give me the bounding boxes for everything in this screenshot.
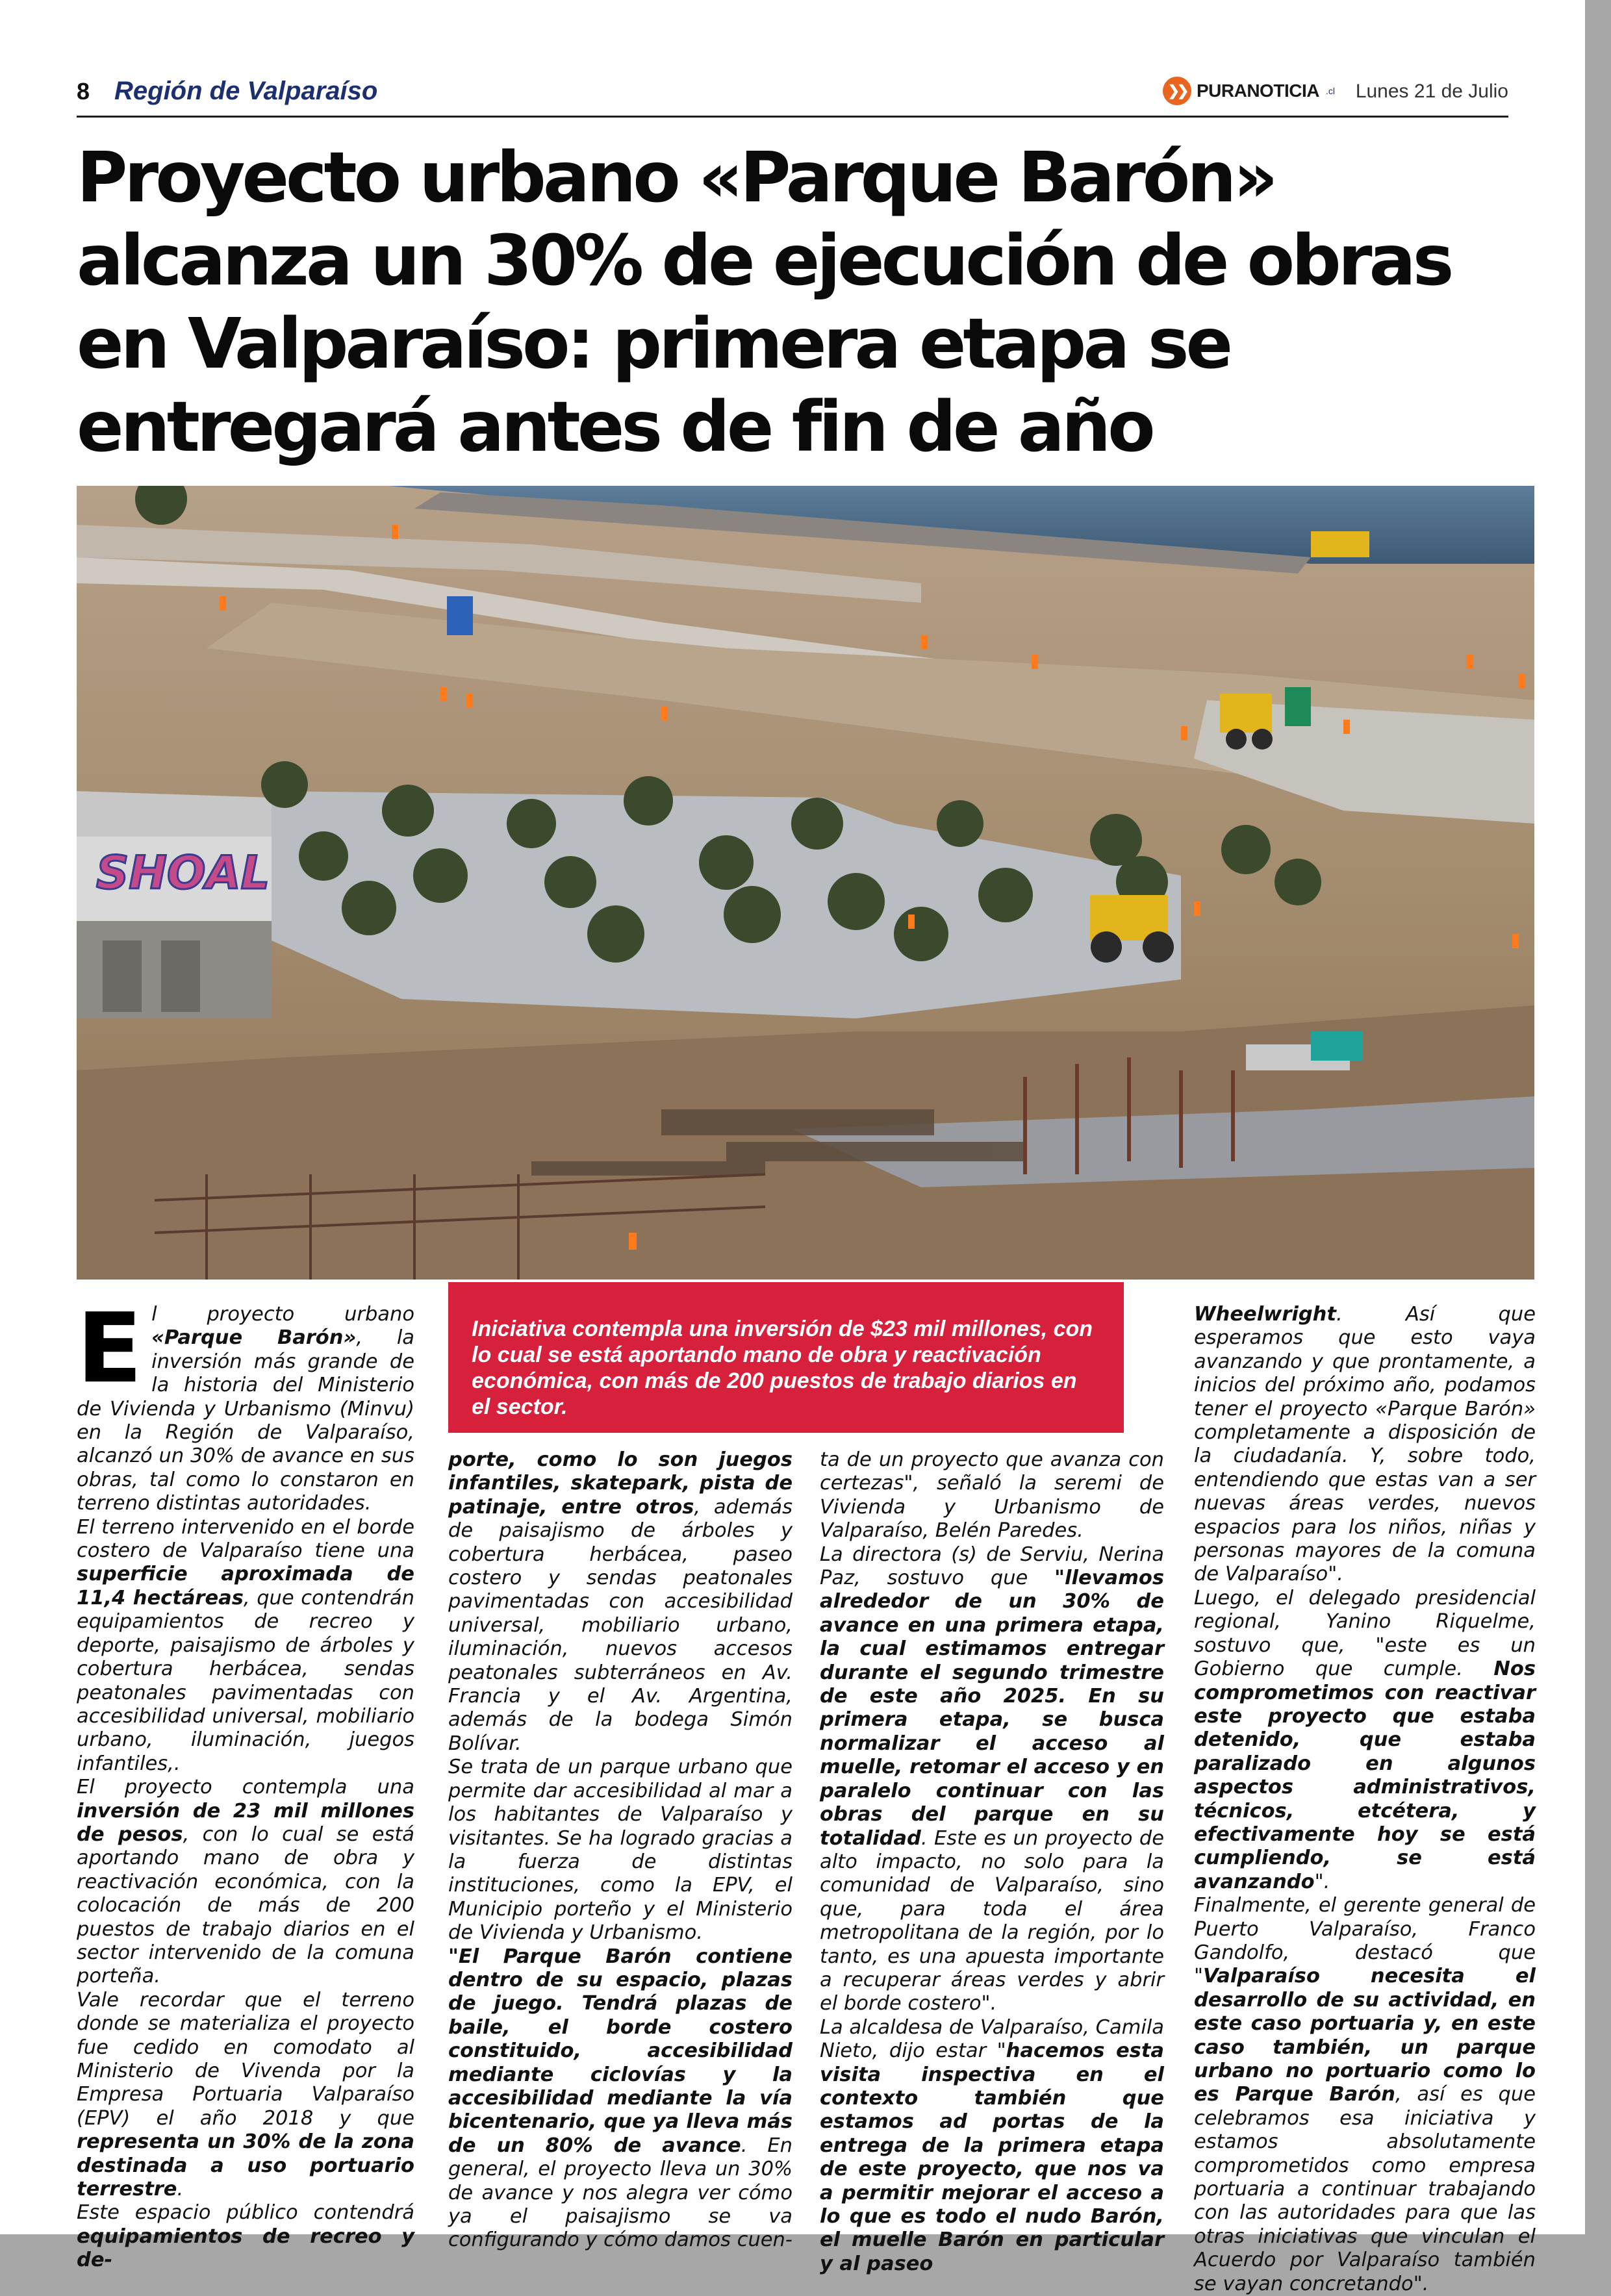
paragraph-bold-text: «Parque Barón»	[151, 1326, 357, 1350]
paragraph-bold-text: Valparaíso necesita el desarrollo de su actividad, en este caso portuaria y, en este caso también, un parque urbano no portuario como lo es Parque Barón	[1194, 1965, 1536, 2106]
article-paragraph	[820, 1448, 1164, 1543]
page-number: 8	[77, 78, 90, 105]
paragraph-text: Luego, el delegado presidencial regional, Yanino Riquelme, sostuvo que, "este es un Gobierno que cumple.	[1194, 1586, 1536, 1681]
paragraph-text: , la inversión más grande de la historia del Ministerio de Vivienda y Urbanismo (Minvu) en la Región de Valparaíso, alcanzó un 30% de avance en sus obras, tal como lo constaron en terreno distintas autoridades.	[77, 1326, 414, 1515]
paragraph-bold-text: hacemos esta visita inspectiva en el contexto también que estamos ad portas de la entrega de la primera etapa de este proyecto, que nos va a permitir mejorar el acceso a lo que es todo el nudo Barón, el muelle Barón en particular y al paseo	[820, 2039, 1164, 2275]
article-column-2	[448, 1448, 793, 2252]
paragraph-text: . Este es un proyecto de alto impacto, no solo para la comunidad de Valparaíso, sino que, para toda el área metropolitana de la región, por lo tanto, es una apuesta importante a recuperar áreas verdes y abrir el borde costero".	[820, 1826, 1164, 2015]
logo-text: PURANOTICIA	[1197, 81, 1319, 101]
paragraph-text: . En general, el proyecto lleva un 30% de avance y nos alegra ver cómo ya el paisajismo se va configurando y cómo damos cuen-	[448, 2134, 793, 2252]
article-paragraph	[1194, 1303, 1536, 1587]
article-paragraph	[1194, 1587, 1536, 1894]
paragraph-bold-text: porte, como lo son juegos infantiles, skatepark, pista de patinaje, entre otros	[448, 1448, 793, 1519]
page-header	[77, 71, 1508, 118]
highlight-callout: Iniciativa contempla una inversión de $23 mil millones, con lo cual se está aportando mano de obra y reactivación económica, con más de 200 puestos de trabajo diarios en el sector.	[448, 1282, 1124, 1433]
paragraph-text: ta de un proyecto que avanza con certezas", señaló la seremi de Vivienda y Urbanismo de Valparaíso, Belén Paredes.	[820, 1448, 1164, 1543]
paragraph-text: l proyecto urbano	[151, 1303, 414, 1326]
paragraph-text: , así es que celebramos esa iniciativa y estamos absolutamente comprometidos como empresa portuaria a continuar trabajando con las autoridades para que las otras iniciativas que vinculan el Acuerdo por Valparaíso también se vayan concretando".	[1194, 2083, 1536, 2295]
paragraph-text: , que contendrán equipamientos de recreo y deporte, paisajismo de árboles y cobertura herbácea, sendas peatonales pavimentadas con accesibilidad universal, mobiliario urbano, iluminación, juegos infantiles,.	[77, 1586, 414, 1775]
paragraph-bold-text: inversión de 23 mil millones de pesos	[77, 1799, 414, 1846]
article-paragraph	[77, 1516, 414, 1776]
article-paragraph	[448, 1756, 793, 1945]
paragraph-bold-text: "El Parque Barón contiene dentro de su espacio, plazas de juego. Tendrá plazas de baile, el borde costero constituido, accesibilidad mediante ciclovías y la accesibilidad mediante la vía bicentenario, que ya lleva más de un 80% de avance	[448, 1945, 793, 2157]
paragraph-text: El proyecto contempla una	[77, 1776, 414, 1799]
article-column-3	[820, 1448, 1164, 2276]
paragraph-text: Se trata de un parque urbano que permite dar accesibilidad al mar a los habitantes de Valparaíso y visitantes. Se ha logrado gracias a la fuerza de distintas instituciones, como la EPV, el Municipio porteño y el Ministerio de Vivienda y Urbanismo.	[448, 1756, 793, 1945]
paragraph-bold-text: Nos comprometimos con reactivar este proyecto que estaba detenido, que estaba paralizado en algunos aspectos administrativos, técnicos, etcétera, y efectivamente hoy se está cumpliendo, se está avanzando	[1194, 1658, 1536, 1893]
puranoticia-logo	[1163, 75, 1335, 107]
paragraph-text: ".	[1314, 1870, 1330, 1893]
article-column-4	[1194, 1303, 1536, 2296]
paragraph-text: El terreno intervenido en el borde costero de Valparaíso tiene una	[77, 1515, 414, 1563]
article-column-1	[77, 1293, 415, 2273]
paragraph-bold-text: "llevamos alrededor de un 30% de avance en una primera etapa, la cual estimamos entregar durante el segundo trimestre de este año 2025. En su primera etapa, se busca normalizar el acceso al muelle, retomar el acceso y en paralelo continuar con las obras del parque en su totalidad	[820, 1567, 1164, 1850]
article-paragraph	[77, 1776, 414, 1989]
paragraph-text: , con lo cual se está aportando mano de obra y reactivación económica, con la colocación de más de 200 puestos de trabajo diarios en el sector intervenido de la comuna porteña.	[77, 1823, 415, 1988]
issue-date: Lunes 21 de Julio	[1355, 81, 1508, 102]
article-paragraph	[77, 2201, 414, 2272]
paragraph-text: La alcaldesa de Valparaíso, Camila Nieto, dijo estar "	[820, 2015, 1164, 2063]
article-paragraph	[448, 1448, 793, 1756]
drop-cap: E	[77, 1293, 143, 1404]
article-paragraph	[820, 1543, 1164, 2016]
paragraph-bold-text: Wheelwright	[1194, 1303, 1336, 1326]
graffiti-text: SHOAL	[96, 846, 270, 900]
article-paragraph	[1194, 1894, 1536, 2296]
paragraph-text: Este espacio público contendrá	[77, 2201, 414, 2225]
paragraph-text: La directora (s) de Serviu, Nerina Paz, sostuvo que	[820, 1543, 1164, 1590]
article-paragraph	[77, 1989, 414, 2202]
logo-suffix: .cl	[1325, 86, 1335, 96]
paragraph-text: . Así que esperamos que esto vaya avanzando y que prontamente, a inicios del próximo año, podamos tener el proyecto «Parque Barón» completamente a disposición de la ciudadanía. Y, sobre todo, entendiendo que estas van a ser nuevas áreas verdes, nuevos espacios para los niños, niñas y personas mayores de la comuna de Valparaíso".	[1194, 1303, 1536, 1586]
paragraph-text: , además de paisajismo de árboles y cobertura herbácea, paseo costero y sendas peatonales pavimentadas con accesibilidad universal, mobiliario urbano, iluminación, nuevos accesos peatonales subterráneos en Av. Francia y el Av. Argentina, además de la bodega Simón Bolívar.	[448, 1495, 793, 1755]
article-headline: Proyecto urbano «Parque Barón» alcanza un 30% de ejecución de obras en Valparaíso: primera etapa se entregará antes de fin de año	[77, 138, 1451, 468]
paragraph-text: Finalmente, el gerente general de Puerto Valparaíso, Franco Gandolfo, destacó que "	[1194, 1894, 1536, 1988]
article-paragraph	[820, 2016, 1164, 2276]
paragraph-text: .	[177, 2178, 184, 2201]
construction-site-photo	[77, 486, 1534, 1280]
paragraph-bold-text: equipamientos de recreo y de-	[77, 2225, 414, 2272]
section-title: Región de Valparaíso	[114, 77, 378, 105]
article-paragraph	[448, 1945, 793, 2252]
paragraph-text: Vale recordar que el terreno donde se materializa el proyecto fue cedido en comodato al Ministerio de Vivenda por la Empresa Portuaria Valparaíso (EPV) el año 2018 y que	[77, 1988, 414, 2130]
logo-play-icon: ❯❯	[1163, 77, 1191, 105]
paragraph-bold-text: superficie aproximada de 11,4 hectáreas	[77, 1563, 414, 1609]
paragraph-bold-text: representa un 30% de la zona destinada a uso portuario terrestre	[77, 2130, 414, 2201]
